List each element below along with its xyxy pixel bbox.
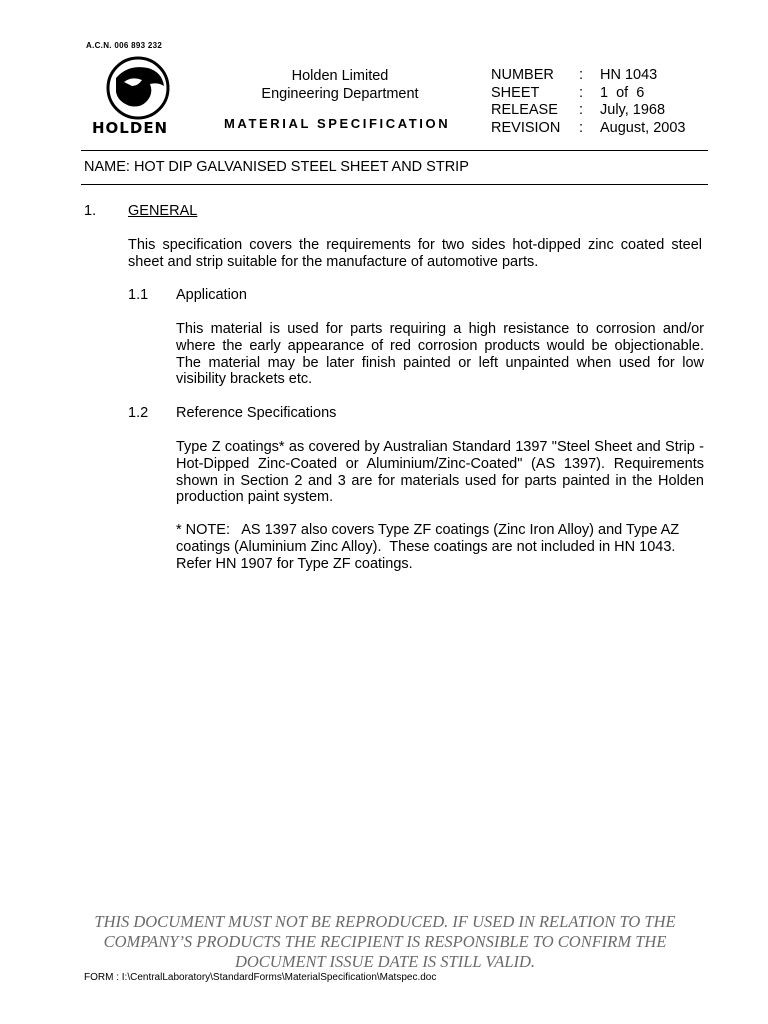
section-1-2-note: * NOTE: AS 1397 also covers Type ZF coatings (Zinc Iron Alloy) and Type AZ coatings (Aluminium Zinc Alloy). These coatings are not included in HN 1043. Refer HN 1907 for Type ZF coatings. bbox=[176, 522, 684, 572]
form-path: FORM : I:\CentralLaboratory\StandardForms\MaterialSpecification\Matspec.doc bbox=[84, 972, 437, 983]
acn-number: A.C.N. 006 893 232 bbox=[86, 41, 163, 50]
header-rule-bottom bbox=[81, 184, 708, 185]
section-1-1-body: This material is used for parts requiring a high resistance to corrosion and/or where the early appearance of red corrosion products would be objectionable. The material may be later finish painted or left unpainted when used for low visibility brackets etc. bbox=[176, 321, 704, 388]
section-1-body: This specification covers the requirements for two sides hot-dipped zinc coated steel sheet and strip suitable for the manufacture of automotive parts. bbox=[128, 237, 702, 270]
meta-row-number: NUMBER : HN 1043 bbox=[491, 67, 658, 83]
section-1-2-number: 1.2 bbox=[128, 405, 149, 421]
material-name: NAME: HOT DIP GALVANISED STEEL SHEET AND STRIP bbox=[84, 159, 469, 175]
company-block bbox=[255, 67, 425, 103]
meta-row-sheet: SHEET : 1 of 6 bbox=[491, 84, 645, 101]
meta-row-release: RELEASE : July, 1968 bbox=[491, 102, 666, 118]
section-1-1-number: 1.1 bbox=[128, 287, 149, 303]
section-1-2-title: Reference Specifications bbox=[176, 405, 337, 421]
document-meta bbox=[491, 67, 685, 137]
section-1-number: 1. bbox=[84, 203, 97, 219]
section-1-2-body: Type Z coatings* as covered by Australian Standard 1397 "Steel Sheet and Strip - Hot-Dipped Zinc-Coated or Aluminium/Zinc-Coated" (AS 1397). Requirements shown in Section 2 and 3 are for materials used for parts painted in the Holden production paint system. bbox=[176, 439, 704, 506]
section-1-1-title: Application bbox=[176, 287, 247, 303]
holden-wordmark: HOLDEN bbox=[92, 119, 169, 137]
department-name: Engineering Department bbox=[261, 86, 419, 102]
header-rule-top bbox=[81, 150, 708, 151]
company-name: Holden Limited bbox=[291, 68, 389, 84]
section-1-title: GENERAL bbox=[128, 203, 198, 219]
reproduction-warning: THIS DOCUMENT MUST NOT BE REPRODUCED. IF USED IN RELATION TO THE COMPANY’S PRODUCTS THE RECIPIENT IS RESPONSIBLE TO CONFIRM THE DOCUMENT ISSUE DATE IS STILL VALID. bbox=[94, 912, 676, 971]
meta-row-revision: REVISION : August, 2003 bbox=[491, 119, 686, 136]
document-type: MATERIAL SPECIFICATION bbox=[224, 116, 451, 131]
